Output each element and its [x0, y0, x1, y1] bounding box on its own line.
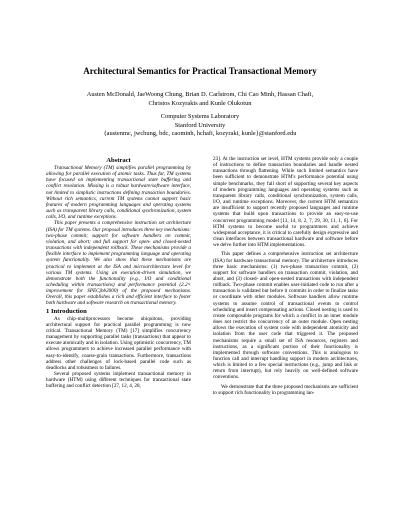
- left-column: [46, 156, 191, 512]
- author-line-1: Austen McDonald, JaeWoong Chung, Brian D. Carlstrom, Chi Cao Minh, Hassan Chafi,: [86, 91, 314, 98]
- paper-title: Architectural Semantics for Practical Transactional Memory: [83, 66, 317, 76]
- abstract-paragraph-2: This paper presents a comprehensive instruction set architecture (ISA) for TM systems. Our proposal introduces three key mechanisms: two-phase commit; support for software handlers on commit, violation, and abort; and full support for open- and closed-nested transactions with independent rollback. These mechanisms provide a flexible interface to implement programming language and operating system functionality. We also show that these mechanisms are practical to implement at the ISA and microarchitecture level for various TM systems. Using an execution-driven simulation, we demonstrate both the functionality (e.g., I/O and conditional scheduling within transactions) and performance potential (2.2× improvement for SPECjbb2000) of the proposed mechanisms. Overall, this paper establishes a rich and efficient interface to foster both hardware and software research on transactional memory.: [46, 220, 191, 307]
- intro-paragraph-1: As chip-multiprocessors become ubiquitous, providing architectural support for practical parallel programming is now critical. Transactional Memory (TM) [17] simplifies concurrency management by supporting parallel tasks (transactions) that appear to execute atomically and in isolation. Using optimistic concurrency, TM allows programmers to achieve increased parallel performance with easy-to-identify, coarse-grain transactions. Furthermore, transactions address other challenges of lock-based parallel code such as deadlocks and robustness to failures.: [46, 315, 191, 371]
- intro-paragraph-2: Several proposed systems implement transactional memory in hardware (HTM) using different techniques for transactional state buffering and conflict detection [27, 12, 4, 28,: [46, 371, 191, 390]
- affiliation-university: Stanford University: [174, 121, 226, 129]
- affiliation-lab: Computer Systems Laboratory: [160, 113, 240, 121]
- abstract-heading: Abstract: [106, 157, 131, 164]
- right-paragraph-1: This paper defines a comprehensive instruction set architecture (ISA) for hardware transactional memory. The architecture introduces three basic mechanisms: (1) two-phase transaction commit, (2) support for software handlers on transaction commit, violation, and abort, and (3) closed- and open-nested transactions with independent rollback. Two-phase commit enables user-initiated code to run after a transaction is validated but before it commits in order to finalize tasks or coordinate with other modules. Software handlers allow runtime systems to assume control of transactional events to control scheduling and insert compensating actions. Closed nesting is used to create composable programs for which a conflict in an inner module does not restrict the concurrency of an outer module. Open nesting allows the execution of system code with independent atomicity and isolation from the user code that triggered it. The proposed mechanisms require a small set of ISA resources, registers and instructions, as a significant portion of their functionality is implemented through software conventions. This is analogous to function call and interrupt handling support in modern architectures, which is limited to a few special instructions (e.g., jump and link or return from interrupt), but rely heavily on well-defined software conventions.: [213, 251, 358, 381]
- right-paragraph-2: We demonstrate that the three proposed mechanisms are sufficient to support rich functionality in programming lan-: [213, 383, 358, 396]
- affiliation: [0, 113, 400, 139]
- author-list: [0, 91, 400, 108]
- introduction-heading: 1 Introduction: [46, 307, 87, 315]
- right-column: [213, 156, 358, 512]
- paper-header: [0, 66, 400, 139]
- right-paragraph-continued: 23]. At the instruction set level, HTM systems provide only a couple of instructions to define transaction boundaries and handle nested transactions through flattening. While such limited semantics have been sufficient to demonstrate HTM's performance potential using simple benchmarks, they fall short of supporting several key aspects of modern programming languages and operating systems such as transparent library calls, conditional synchronization, system calls, I/O, and runtime exceptions. Moreover, the current HTM semantics are insufficient to support recently proposed languages and runtime systems that build upon transactions to provide an easy-to-use concurrent programming model [13, 14, 8, 2, 7, 29, 30, 11, 1, 6]. For HTM systems to become useful to programmers and achieve widespread acceptance, it is critical to carefully design expressive and clean interfaces between transactional hardware and software before we delve further into HTM implementations.: [213, 156, 358, 249]
- abstract-paragraph-1: Transactional Memory (TM) simplifies parallel programming by allowing for parallel execution of atomic tasks. Thus far, TM systems have focused on implementing transactional state buffering and conflict resolution. Missing is a robust hardware/software interface, not limited to simplistic instructions defining transaction boundaries. Without rich semantics, current TM systems cannot support basic features of modern programming languages and operating systems such as transparent library calls, conditional synchronization, system calls, I/O, and runtime exceptions.: [46, 165, 191, 221]
- affiliation-emails: {austenmc, jwchung, bdc, caominh, hchafi, kozyraki, kunle}@stanford.edu: [103, 130, 297, 138]
- body-columns: [46, 156, 358, 512]
- author-line-2: Christos Kozyrakis and Kunle Olukotun: [148, 99, 252, 107]
